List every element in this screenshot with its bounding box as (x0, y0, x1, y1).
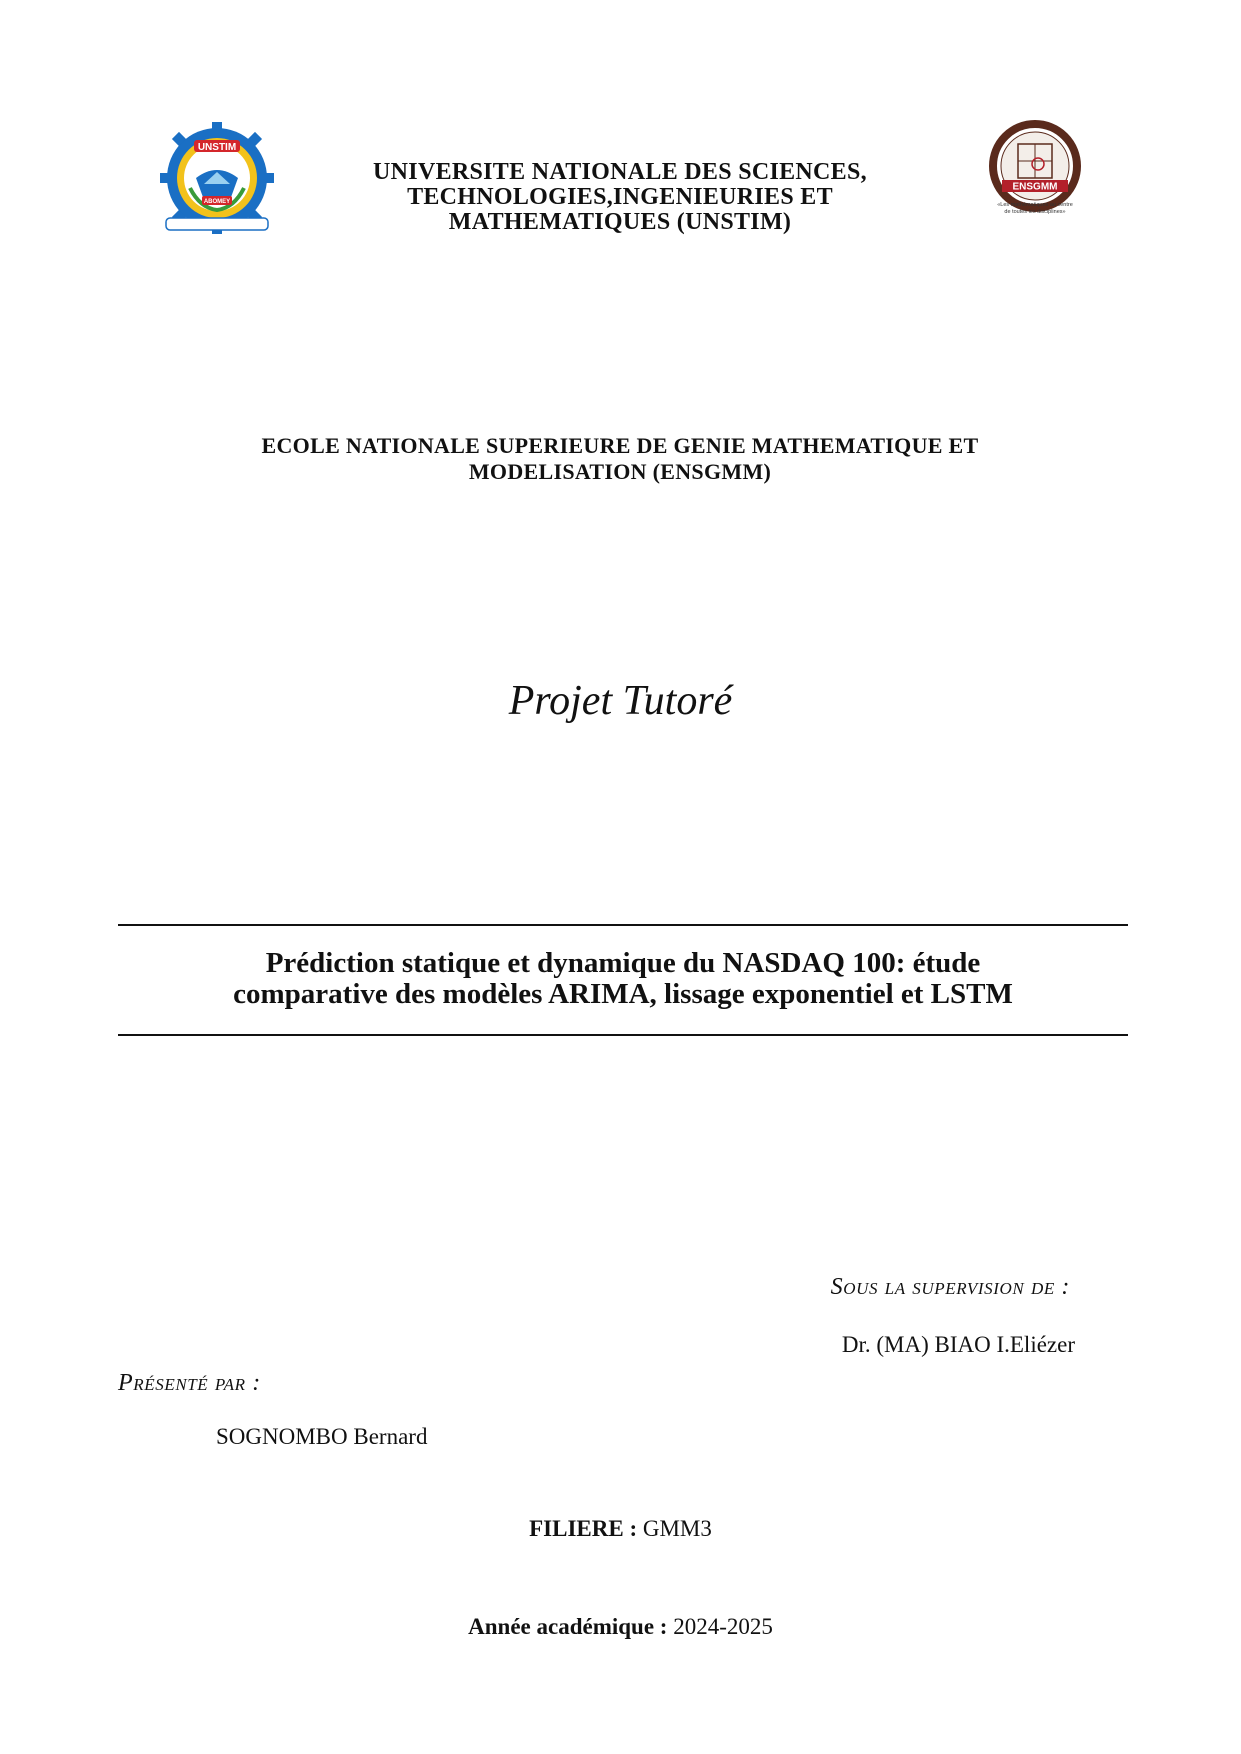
university-title (300, 160, 940, 235)
academic-year-label: Année académique : (468, 1614, 668, 1639)
school-title-line-2: MODELISATION (ENSGMM) (468, 459, 772, 484)
thesis-title-line-2: comparative des modèles ARIMA, lissage exponentiel et LSTM (233, 978, 1013, 1010)
university-title-line-1: UNIVERSITE NATIONALE DES SCIENCES, (373, 159, 867, 185)
presenter-name: SOGNOMBO Bernard (216, 1424, 428, 1449)
thesis-title (118, 948, 1128, 1010)
ensgmm-logo (980, 120, 1090, 234)
academic-year-line (0, 1614, 1241, 1640)
project-type: Projet Tutoré (508, 678, 733, 724)
unstim-logo-bottom-text: ABOMEY (203, 199, 231, 205)
filiere-label: FILIERE : (529, 1516, 638, 1541)
presented-by-label: Présenté par : (118, 1370, 261, 1396)
filiere-line (0, 1516, 1241, 1542)
academic-year-value: 2024-2025 (673, 1614, 773, 1639)
university-title-line-3: MATHEMATIQUES (UNSTIM) (448, 209, 792, 235)
supervisor-name: Dr. (MA) BIAO I.Eliézer (841, 1332, 1075, 1357)
thesis-title-line-1: Prédiction statique et dynamique du NASDAQ 100: étude (265, 947, 981, 979)
title-rule-bottom (118, 1034, 1128, 1036)
title-rule-top (118, 924, 1128, 926)
ensgmm-motto-line-1: «Les mathématiques au centre (997, 202, 1073, 208)
supervision-label: Sous la supervision de : (830, 1274, 1070, 1300)
filiere-value: GMM3 (642, 1516, 712, 1541)
school-title (120, 433, 1120, 485)
unstim-logo-top-text: UNSTIM (197, 142, 237, 153)
ensgmm-logo-text: ENSGMM (1012, 181, 1058, 193)
ensgmm-motto-line-2: de toutes les disciplines» (1004, 209, 1066, 215)
school-title-line-1: ECOLE NATIONALE SUPERIEURE DE GENIE MATHEMATIQUE ET (261, 433, 979, 458)
unstim-logo (160, 122, 274, 234)
university-title-line-2: TECHNOLOGIES,INGENIEURIES ET (407, 184, 833, 210)
